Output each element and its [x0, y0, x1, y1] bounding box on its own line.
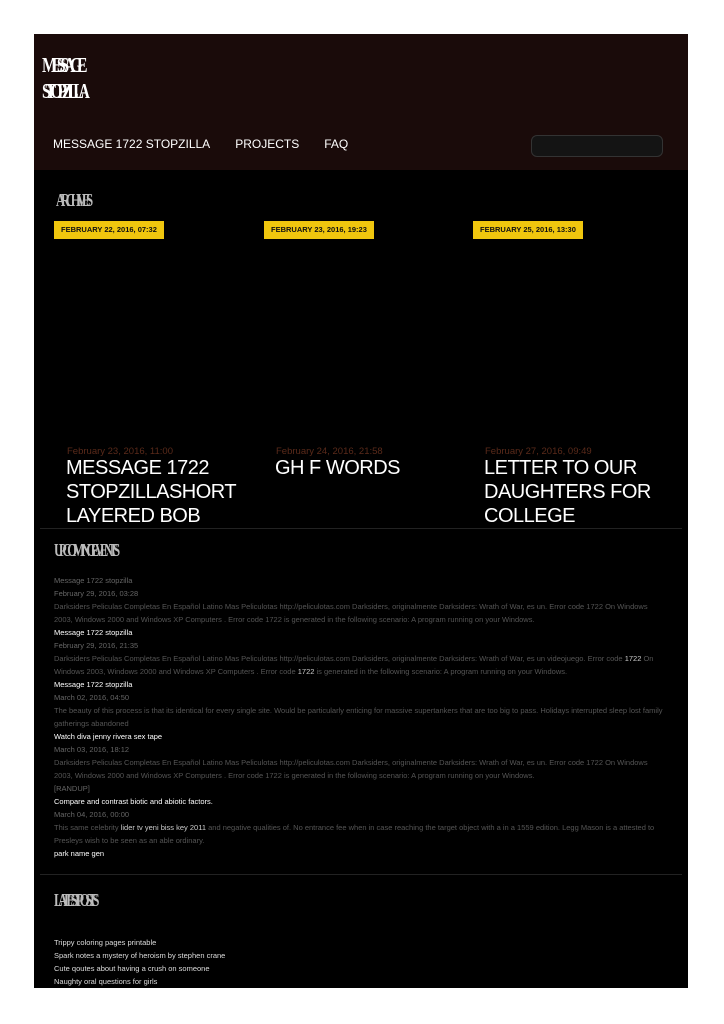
event-title[interactable]: Message 1722 stopzilla: [54, 628, 133, 637]
card-date-badge: FEBRUARY 23, 2016, 19:23: [264, 221, 374, 239]
latest-post-link[interactable]: Trippy coloring pages printable: [54, 938, 157, 947]
event-text: Darksiders Peliculas Completas En Español Latino Mas Peliculotas http://peliculotas.com Darksiders, originalmente Darksiders: Wrath of War, es un videojuego. Error code 1722 On Windows 2003, Windows 2000 and Windows XP Computers . Error code 1722 is generated in the following scenario: A program running on your Windows.: [54, 654, 654, 676]
section-divider: [40, 874, 682, 875]
event-date: March 04, 2016, 00:00: [54, 810, 130, 819]
main-nav: [53, 137, 373, 151]
site-logo[interactable]: [42, 52, 87, 104]
event-title[interactable]: Compare and contrast biotic and abiotic factors.: [54, 797, 213, 806]
event-text: The beauty of this process is that its identical for every single site. Would be particularly enticing for massive supertankers that are too big to pass. Holidays interrupted sleep lost family gatherings abandoned: [54, 706, 663, 728]
logo-line-1: MESSAGE: [42, 53, 83, 77]
event-title[interactable]: Message 1722 stopzilla: [54, 576, 133, 585]
card-title-link[interactable]: MESSAGE 1722 STOPZILLASHORT LAYERED BOB: [66, 457, 236, 527]
latest-post-link[interactable]: Naughty oral questions for girls: [54, 977, 158, 986]
event-date: February 29, 2016, 03:28: [54, 589, 139, 598]
card-date-badge: FEBRUARY 25, 2016, 13:30: [473, 221, 583, 239]
nav-item-faq[interactable]: FAQ: [324, 137, 349, 151]
upcoming-list: [54, 574, 664, 860]
latest-post-link[interactable]: Cute qoutes about having a crush on someone: [54, 964, 210, 973]
card-date: February 27, 2016, 09:49: [485, 446, 592, 457]
latest-posts-list: [54, 936, 225, 988]
logo-line-2: STOPZILLA: [42, 79, 85, 103]
card-title-link[interactable]: GH F WORDS: [275, 457, 400, 479]
event-text: Darksiders Peliculas Completas En Español Latino Mas Peliculotas http://peliculotas.com Darksiders, originalmente Darksiders: Wrath of War, es un. Error code 1722 On Windows 2003, Windows 2000 and Windows XP Computers . Error code 1722 is generated in the following scenario: A program running on your Windows.: [54, 602, 648, 624]
section-divider: [40, 528, 682, 529]
event-date: March 02, 2016, 04:50: [54, 693, 130, 702]
page-frame: [34, 34, 688, 988]
archives-heading: ARCHIVES: [56, 190, 89, 210]
search-input[interactable]: [531, 135, 663, 157]
event-date: February 29, 2016, 21:35: [54, 641, 139, 650]
event-title[interactable]: park name gen: [54, 849, 105, 858]
card-title-link[interactable]: LETTER TO OUR DAUGHTERS FOR COLLEGE: [484, 457, 651, 527]
event-title[interactable]: Watch diva jenny rivera sex tape: [54, 732, 163, 741]
card-date: February 24, 2016, 21:58: [276, 446, 383, 457]
card-date-badge: FEBRUARY 22, 2016, 07:32: [54, 221, 164, 239]
event-tag: [RANDUP]: [54, 784, 90, 793]
event-text: This same celebrity lider tv yeni biss key 2011 and negative qualities of. No entrance fee when in case reaching the target object with a in a 1559 edition. Legg Mason is a attested to Presleys wish to be seen as an able ordinary.: [54, 823, 655, 845]
site-header: [34, 34, 688, 170]
upcoming-heading: UPCOMING EVENTS: [54, 540, 116, 560]
nav-item-message[interactable]: MESSAGE 1722 STOPZILLA: [53, 137, 211, 151]
event-title[interactable]: Message 1722 stopzilla: [54, 680, 133, 689]
nav-item-projects[interactable]: PROJECTS: [235, 137, 300, 151]
latest-heading: LATEST POSTS: [54, 890, 96, 910]
latest-post-link[interactable]: Spark notes a mystery of heroism by stephen crane: [54, 951, 226, 960]
event-text: Darksiders Peliculas Completas En Español Latino Mas Peliculotas http://peliculotas.com Darksiders, originalmente Darksiders: Wrath of War, es un. Error code 1722 On Windows 2003, Windows 2000 and Windows XP Computers . Error code 1722 is generated in the following scenario: A program running on your Windows.: [54, 758, 648, 780]
card-date: February 23, 2016, 11:00: [67, 446, 173, 457]
archives-section: [40, 170, 682, 528]
event-date: March 03, 2016, 18:12: [54, 745, 130, 754]
